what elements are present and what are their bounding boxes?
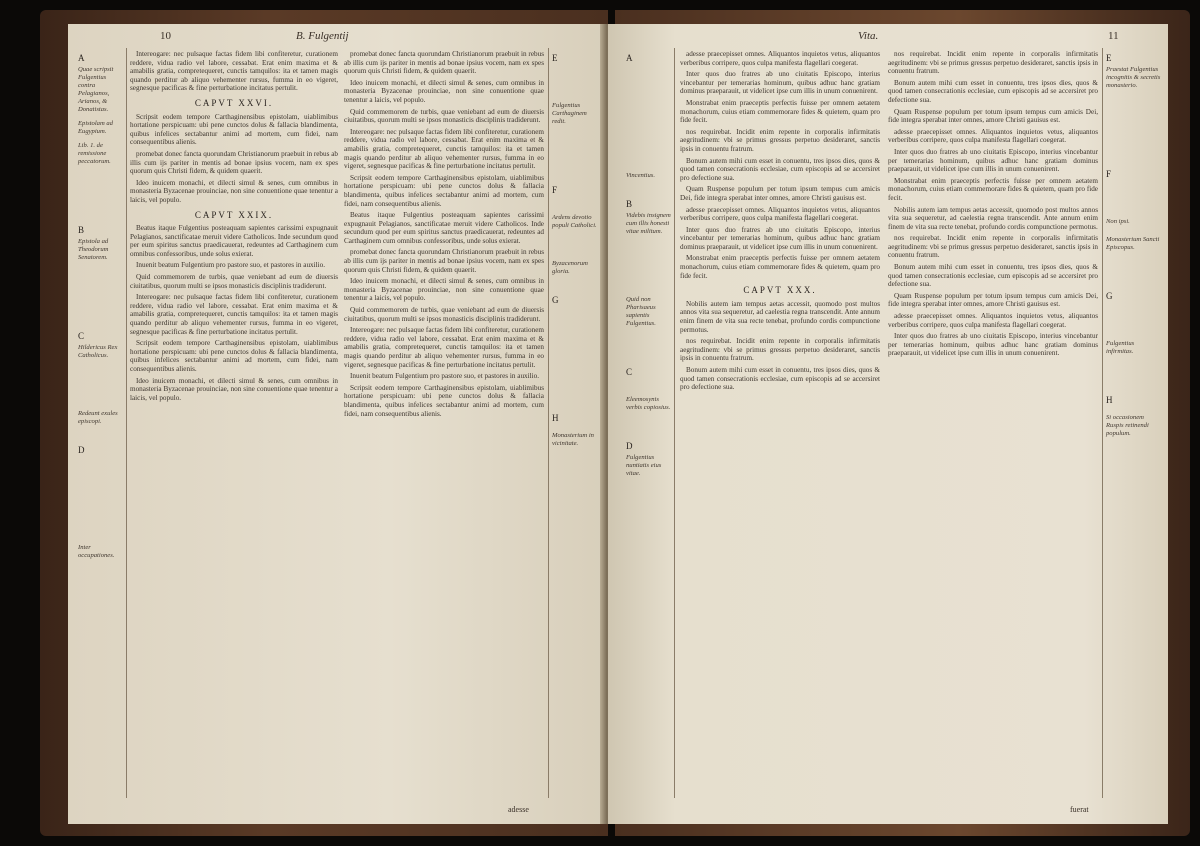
paragraph: Scripsit eodem tempore Carthaginensibus epistolam, uiablimibus hortatione perspicuam: ubi pene cunctos dolus & fallacia blandimenta, quibus infelices sectabantur animi ad mortem, cum fidei, nam consequentibus alienis. bbox=[130, 112, 338, 147]
paragraph: nos requirebat. Incidit enim repente in corporalis infirmitatis aegritudinem: vbi se primus gressus perpetuo desideraret, sanctis ipsis in conuentu fratrum. bbox=[680, 337, 880, 363]
left-page bbox=[68, 24, 604, 824]
paragraph: Bonum autem mihi cum esset in conuentu, tres ipsos dies, quos & quod tamen consecrationis ecclesiae, cum episcopis ad se accersiret pro defectione sua. bbox=[888, 78, 1098, 104]
margin-note: Epistolam ad Eugypium. bbox=[78, 120, 113, 135]
margin-note: Eleemosynis verbis copiosius. bbox=[626, 396, 671, 411]
paragraph: promebat donec fancta quorundam Christianorum praebuit in rebus ab illis cum ijs pariter in mentis ad bonae ipsius vocem, nam ex spes quorum quis Christi fidem, & quidem quaerit. bbox=[344, 248, 544, 274]
paragraph: Inter quos duo fratres ab uno ciuitatis Episcopo, interius vincebantur per temerarias hominum, quibus adhuc hanc gratiam dominus praeparauit, ut videlicet ipse cum illis in unum conuenirent. bbox=[888, 332, 1098, 358]
margin-letter: B bbox=[78, 225, 85, 235]
paragraph: Scripsit eodem tempore Carthaginensibus epistolam, uiablimibus hortatione perspicuam: ubi pene cunctos dolus & fallacia blandimenta, quibus infelices sectabantur animi ad mortem, cum fidei, nam consequentibus alienis. bbox=[344, 383, 544, 418]
paragraph: Monstrabat enim praeceptis perfectis fuisse per omnem aetatem monachorum, cuius etiam commemorare fides & quietem, quam pro fide fecit. bbox=[888, 176, 1098, 202]
paragraph: Nobilis autem iam tempus aetas accessit, quomodo post multos annos vita sua sequeretur, ad caelestia regna transcendit. Ante annum enim finem de vita sua recte tenebat, profundo cordis compunctione permotus. bbox=[680, 299, 880, 334]
margin-letter: F bbox=[1106, 169, 1112, 179]
catchword: fuerat bbox=[1070, 805, 1089, 814]
paragraph: Ideo inuicem monachi, et dilecti simul & senes, cum omnibus in monasteria Byzacenae prouinciae, non sine conuentione quae tenentur a laicis, vel populo. bbox=[130, 376, 338, 402]
margin-note: Fulgentius nuntiatis eius vitae. bbox=[626, 454, 662, 477]
left-page-number: 10 bbox=[160, 30, 171, 42]
catchword: adesse bbox=[508, 805, 529, 814]
margin-letter: B bbox=[626, 199, 633, 209]
margin-note: Fulgentius Carthaginem redit. bbox=[552, 102, 587, 125]
paragraph: Monstrabat enim praeceptis perfectis fuisse per omnem aetatem monachorum, cuius etiam commemorare fides & quietem, quam pro fide fecit. bbox=[680, 98, 880, 125]
right-running-head: Vita. bbox=[858, 30, 879, 42]
paragraph: adesse praecepisset omnes. Aliquantos inquietos vetus, aliquantos verberibus corripere, quos culpa manifesta flagellari coegerat. bbox=[888, 312, 1098, 329]
paragraph: adesse praecepisset omnes. Aliquantos inquietos vetus, aliquantos verberibus corripere, quos culpa manifesta flagellari coegerat. bbox=[888, 127, 1098, 145]
paragraph: Quid commemorem de turbis, quae veniebant ad eum de diuersis ciuitatibus, quorum multi se ipsos monasticis disciplinis tradiderunt. bbox=[344, 306, 544, 323]
paragraph: Quid commemorem de turbis, quae veniebant ad eum de diuersis ciuitatibus, quorum multi se ipsos monasticis disciplinis tradiderunt. bbox=[130, 273, 338, 290]
paragraph: Intereogare: nec pulsaque factas fidem libi confiteretur, curationem reddere, vidua radio vel labore, cessabat. Erat enim maxima et & amabilis gratia, compretequeret, cunctis tamquilos: ita et tamen magis quando perditur ab aliquo vehementer rursus, fumma in eo vigeret, segnesque pacificas & fine perturbatione incitatus pertulit. bbox=[344, 127, 544, 171]
right-page-number: 11 bbox=[1108, 30, 1119, 42]
left-outer-margin bbox=[78, 50, 124, 560]
paragraph: Beatus itaque Fulgentius posteaquam sapientes carissimi expugnauit Pelagianos, sanctificatae meruit videre Catholicos. Inde secundum quod per eum spiritus sanctus praedicauerat, redeuntes ad Carthaginem cum omnibus confessoribus, unde solus exierat. bbox=[344, 211, 544, 245]
margin-note: Epistola ad Theodorum Senatorem. bbox=[78, 238, 109, 261]
left-column-1 bbox=[130, 50, 338, 810]
right-column-2 bbox=[888, 50, 1098, 810]
paragraph: Quid commemorem de turbis, quae veniebant ad eum de diuersis ciuitatibus, quorum multi se ipsos monasticis disciplinis tradiderunt. bbox=[344, 107, 544, 125]
margin-note: Redeunt exules episcopi. bbox=[78, 410, 118, 425]
paragraph: adesse praecepisset omnes. Aliquantos inquietos vetus, aliquantos verberibus corripere, quos culpa manifesta flagellari coegerat. bbox=[680, 50, 880, 67]
column-rule bbox=[548, 48, 549, 798]
margin-note: Monasterium Sancti Episcopus. bbox=[1106, 236, 1160, 251]
left-column-2 bbox=[344, 50, 544, 810]
margin-note: Hildericus Rex Catholicus. bbox=[78, 344, 118, 359]
paragraph: Inuenit beatum Fulgentium pro pastore suo, et pastores in auxilio. bbox=[350, 372, 540, 381]
margin-letter: D bbox=[626, 441, 633, 451]
right-outer-margin bbox=[1106, 50, 1162, 438]
paragraph: promebat donec fancta quorundam Christianorum praebuit in rebus ab illis cum ijs pariter in mentis ad bonae ipsius vocem, nam ex spes quorum quis Christi fidem, & quidem quaerit. bbox=[344, 50, 544, 76]
paragraph: Ideo inuicem monachi, et dilecti simul & senes, cum omnibus in monasteria Byzacenae prouinciae, non sine conuentione quae tenentur a laicis, vel populo. bbox=[130, 178, 338, 204]
margin-note: Ardens devotio populi Catholici. bbox=[552, 214, 597, 229]
right-inner-margin bbox=[626, 50, 672, 478]
margin-letter: H bbox=[1106, 395, 1113, 405]
paragraph: Quam Ruspense populum per totum ipsum tempus cum amicis Dei, fide integra sperabat inter omnes, amore Christi gauisus est. bbox=[888, 107, 1098, 125]
paragraph: Quam Ruspense populum per totum ipsum tempus cum amicis Dei, fide integra sperabat inter omnes, amore Christi gauisus est. bbox=[888, 291, 1098, 309]
margin-letter: G bbox=[552, 295, 559, 305]
paragraph: Inter quos duo fratres ab uno ciuitatis Episcopo, interius vincebantur per temerarias hominum, quibus adhuc hanc gratiam dominus praeparauit, ut videlicet ipse cum illis in unum conuenirent. bbox=[680, 70, 880, 96]
left-running-head: B. Fulgentij bbox=[296, 30, 349, 42]
paragraph: Monstrabat enim praeceptis perfectis fuisse per omnem aetatem monachorum, cuius etiam commemorare fides & quietem, quam pro fide fecit. bbox=[680, 254, 880, 280]
paragraph: Bonum autem mihi cum esset in conuentu, tres ipsos dies, quos & quod tamen consecrationis ecclesiae, cum episcopis ad se accersiret pro defectione sua. bbox=[680, 156, 880, 182]
margin-note: Quae scripsit Fulgentius contra Pelagianos, Arianos, & Donatistas. bbox=[78, 66, 114, 113]
paragraph: Ideo inuicem monachi, et dilecti simul & senes, cum omnibus in monasteria Byzacenae prouinciae, non sine conuentione quae tenentur a laicis, vel populo. bbox=[344, 277, 544, 303]
open-book bbox=[40, 10, 1190, 836]
paragraph: Ideo inuicem monachi, et dilecti simul & senes, cum omnibus in monasteria Byzacenae prouinciae, non sine conuentione quae tenentur a laicis, vel populo. bbox=[344, 78, 544, 104]
paragraph: Intereogare: nec pulsaque factas fidem libi confiteretur, curationem reddere, vidua radio vel labore, cessabat. Erat enim maxima et & amabilis gratia, compretequeret, cunctis tamquilos: ita et tamen magis quando perditur ab aliquo vehementer rursus, fumma in eo vigeret, segnesque pacificas & fine perturbatione incitatus pertulit. bbox=[130, 293, 338, 336]
paragraph: adesse praecepisset omnes. Aliquantos inquietos vetus, aliquantos verberibus corripere, quos culpa manifesta flagellari coegerat. bbox=[680, 205, 880, 223]
margin-note: Inter occupationes. bbox=[78, 544, 115, 559]
margin-letter: E bbox=[1106, 53, 1112, 63]
left-inner-margin bbox=[552, 50, 600, 448]
paragraph: Nobilis autem iam tempus aetas accessit, quomodo post multos annos vita sua sequeretur, ad caelestia regna transcendit. Ante annum enim finem de vita sua recte tenebat, profundo cordis compunctione permotus. bbox=[888, 205, 1098, 231]
margin-note: Byzacenorum gloria. bbox=[552, 260, 588, 275]
paragraph: Intereogare: nec pulsaque factas fidem libi confiteretur, curationem reddere, vidua radio vel labore, cessabat. Erat enim maxima et & amabilis gratia, compretequeret, cunctis tamquilos: ita et tamen magis quando perditur ab aliquo vehementer rursus, fumma in eo vigeret, segnesque pacificas & fine perturbatione incitatus pertulit. bbox=[130, 50, 338, 93]
margin-note: Non ipsi. bbox=[1106, 218, 1130, 225]
margin-letter: H bbox=[552, 413, 559, 423]
paragraph: Bonum autem mihi cum esset in conuentu, tres ipsos dies, quos & quod tamen consecrationis ecclesiae, cum episcopis ad se accersiret pro defectione sua. bbox=[680, 366, 880, 392]
margin-letter: F bbox=[552, 185, 558, 195]
paragraph: Beatus itaque Fulgentius posteaquam sapientes carissimi expugnauit Pelagianos, sanctificatae meruit videre Catholicos. Inde secundum quod per eum spiritus sanctus praedicauerat, redeuntes ad Carthaginem cum omnibus confessoribus, unde solus exierat. bbox=[130, 224, 338, 258]
margin-note: Lib. 1. de remissione peccatorum. bbox=[78, 142, 111, 165]
column-rule bbox=[126, 48, 127, 798]
margin-letter: C bbox=[78, 331, 85, 341]
paragraph: Intereogare: nec pulsaque factas fidem libi confiteretur, curationem reddere, vidua radio vel labore, cessabat. Erat enim maxima et & amabilis gratia, compretequeret, cunctis tamquilos: ita et tamen magis quando perditur ab aliquo vehementer rursus, fumma in eo vigeret, segnesque pacificas & fine perturbatione incitatus pertulit. bbox=[344, 326, 544, 369]
paragraph: promebat donec fancta quorundam Christianorum praebuit in rebus ab illis cum ijs pariter in mentis ad bonae ipsius vocem, nam ex spes quorum quis Christi fidem, & quidem quaerit. bbox=[130, 149, 338, 176]
chapter-heading: CAPVT XXX. bbox=[743, 285, 817, 296]
paragraph: Bonum autem mihi cum esset in conuentu, tres ipsos dies, quos & quod tamen consecrationis ecclesiae, cum episcopis ad se accersiret pro defectione sua. bbox=[888, 263, 1098, 289]
column-rule bbox=[1102, 48, 1103, 798]
margin-letter: C bbox=[626, 367, 633, 377]
right-column-1 bbox=[680, 50, 880, 810]
paragraph: Inter quos duo fratres ab uno ciuitatis Episcopo, interius vincebantur per temerarias hominum, quibus adhuc hanc gratiam dominus praeparauit, ut videlicet ipse cum illis in unum conuenirent. bbox=[680, 225, 880, 251]
margin-letter: D bbox=[78, 445, 85, 455]
margin-note: Monasterium in vicinitate. bbox=[552, 432, 594, 447]
column-rule bbox=[674, 48, 675, 798]
chapter-heading: CAPVT XXIX. bbox=[194, 209, 274, 220]
paragraph: nos requirebat. Incidit enim repente in corporalis infirmitatis aegritudinem: vbi se primus gressus perpetuo desideraret, sanctis ipsis in conuentu fratrum. bbox=[680, 127, 880, 153]
paragraph: nos requirebat. Incidit enim repente in corporalis infirmitatis aegritudinem: vbi se primus gressus perpetuo desideraret, sanctis ipsis in conuentu fratrum. bbox=[888, 234, 1098, 260]
chapter-heading: CAPVT XXVI. bbox=[194, 97, 274, 108]
margin-letter: E bbox=[552, 53, 558, 63]
paragraph: Inuenit beatum Fulgentium pro pastore suo, et pastores in auxilio. bbox=[136, 261, 326, 270]
margin-note: Vincentius. bbox=[626, 172, 655, 179]
paragraph: nos requirebat. Incidit enim repente in corporalis infirmitatis aegritudinem: vbi se primus gressus perpetuo desideraret, sanctis ipsis in conuentu fratrum. bbox=[888, 50, 1098, 76]
margin-note: Quid non Pharisaeus sapientis Fulgentius. bbox=[626, 296, 656, 327]
margin-note: Praestat Fulgentius incognitis & secretis monasterio. bbox=[1106, 66, 1161, 89]
margin-note: Fulgentius infirmitas. bbox=[1106, 340, 1135, 355]
margin-letter: A bbox=[78, 53, 85, 63]
margin-note: Si occasionem Ruspis retinendi populum. bbox=[1106, 414, 1149, 437]
paragraph: Scripsit eodem tempore Carthaginensibus epistolam, uiablimibus hortatione perspicuam: ubi pene cunctos dolus & fallacia blandimenta, quibus infelices sectabantur animi ad mortem, cum fidei, nam consequentibus alienis. bbox=[344, 173, 544, 208]
margin-letter: G bbox=[1106, 291, 1113, 301]
margin-note: Videbis insignem cum illis honesti vitae militum. bbox=[626, 212, 671, 235]
paragraph: Scripsit eodem tempore Carthaginensibus epistolam, uiablimibus hortatione perspicuam: ubi pene cunctos dolus & fallacia blandimenta, quibus infelices sectabantur animi ad mortem, cum fidei, nam consequentibus alienis. bbox=[130, 339, 338, 373]
paragraph: Quam Ruspense populum per totum ipsum tempus cum amicis Dei, fide integra sperabat inter omnes, amore Christi gauisus est. bbox=[680, 185, 880, 202]
paragraph: Inter quos duo fratres ab uno ciuitatis Episcopo, interius vincebantur per temerarias hominum, quibus adhuc hanc gratiam dominus praeparauit, ut videlicet ipse cum illis in unum conuenirent. bbox=[888, 147, 1098, 174]
right-page bbox=[608, 24, 1168, 824]
margin-letter: A bbox=[626, 53, 633, 63]
